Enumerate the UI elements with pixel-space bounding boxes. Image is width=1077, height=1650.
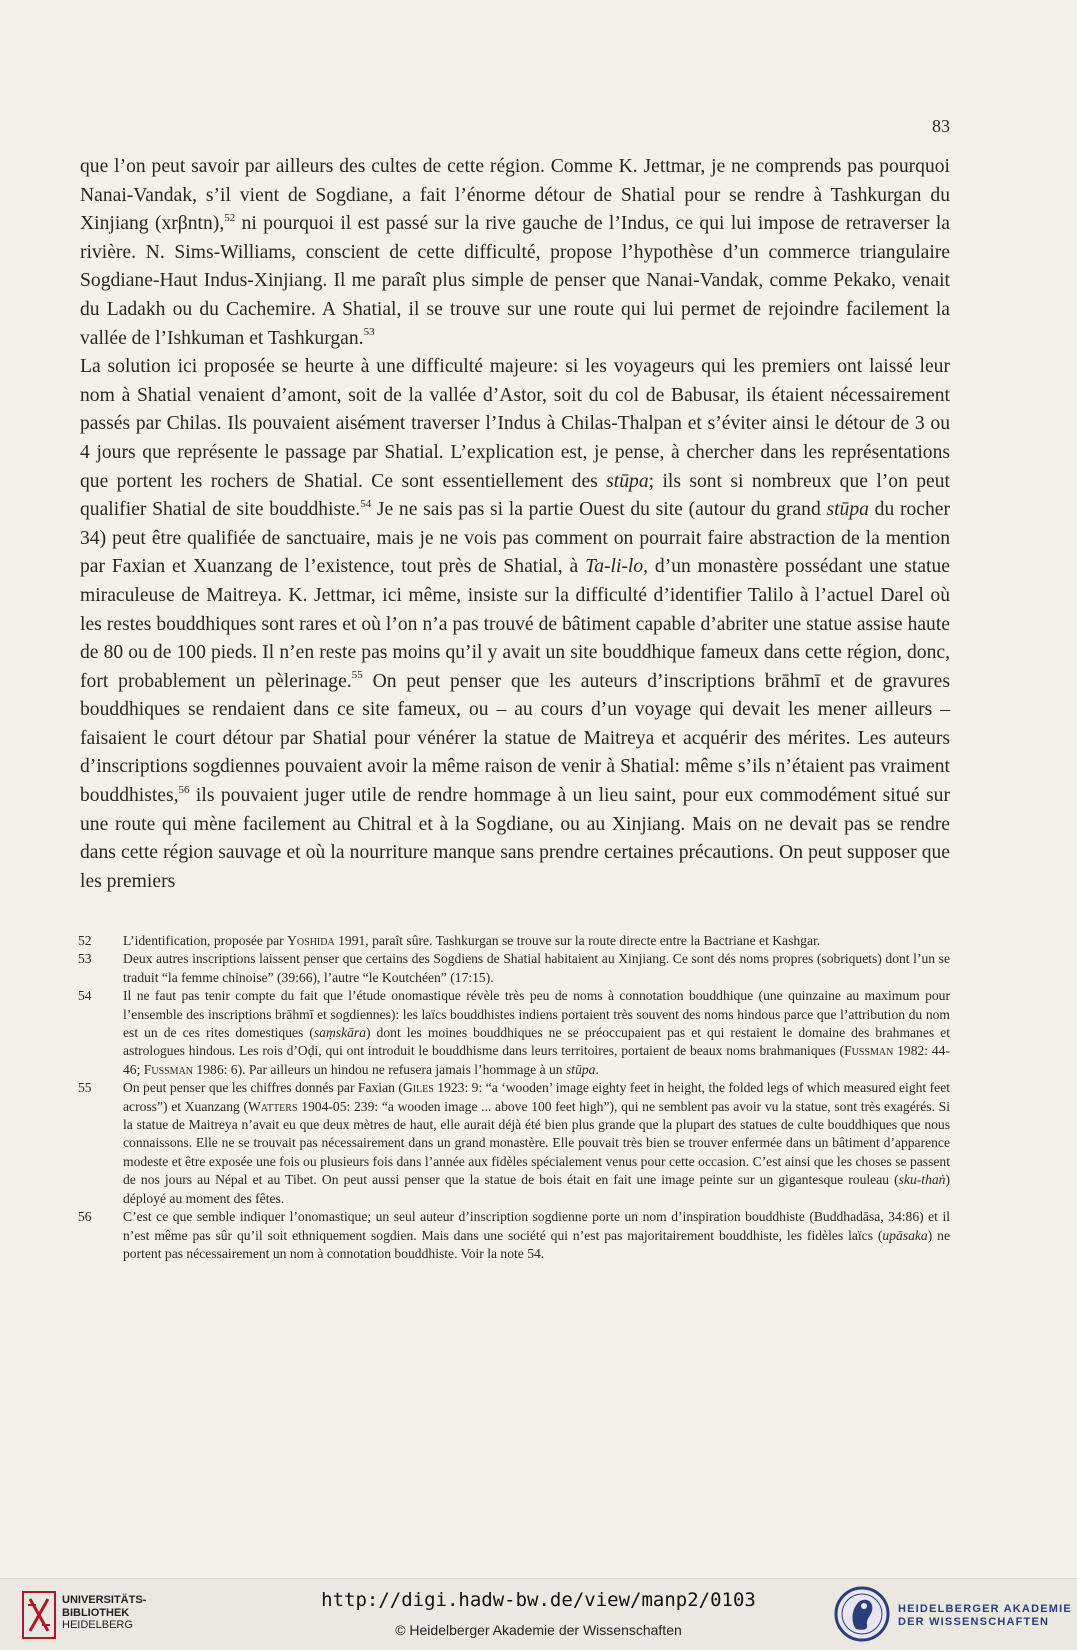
footnote-ref-52[interactable]: 52	[224, 211, 236, 224]
footnote-ref-55[interactable]: 55	[351, 669, 363, 682]
library-name[interactable]: UNIVERSITÄTS- BIBLIOTHEK HEIDELBERG	[62, 1594, 147, 1631]
academy-name[interactable]: HEIDELBERGER AKADEMIE DER WISSENSCHAFTEN	[898, 1603, 1072, 1628]
footnote-53	[78, 950, 950, 987]
footnote-ref-54[interactable]: 54	[360, 497, 372, 510]
hadw-seal-icon[interactable]	[834, 1585, 890, 1643]
permalink-url[interactable]: http://digi.hadw-bw.de/view/manp2/0103	[321, 1589, 756, 1611]
viewer-footer	[0, 1578, 1077, 1650]
footnote-ref-56[interactable]: 56	[178, 783, 190, 796]
paragraph-2: La solution ici proposée se heurte à une difficulté majeure: si les voyageurs qui les premiers ont laissé leur nom à Shatial venaient d’amont, soit de la vallée d’Astor, soit du col de Babusar, ils étaient nécessairement passés par Chilas. Ils pouvaient aisément traverser l’Indus à Chilas-Thalpan et s’éviter ainsi le détour de 3 ou 4 jours que représente le passage par Shatial. L’explication est, je pense, à chercher dans les représentations que portent les rochers de Shatial. Ce sont essentiellement des stūpa; ils sont si nombreux que l’on peut qualifier Shatial de site bouddhiste.$^{54}$ Je ne sais pas si la partie Ouest du site (autour du grand stūpa du rocher 34) peut être qualifiée de sanctuaire, mais je ne vois pas comment on pourrait faire abstraction de la mention par Faxian et Xuanzang de l’existence, tout près de Shatial, à Ta-li-lo, d’un monastère possédant une statue miraculeuse de Maitreya. K. Jettmar, ici même, insiste sur la difficulté d’identifier Talilo à l’actuel Darel où les restes bouddhiques sont rares et où l’on n’a pas trouvé de bâtiment capable d’abriter une statue assise haute de 80 ou de 100 pieds. Il n’en reste pas moins qu’il y avait un site bouddhique fameux dans cette région, donc, fort probablement un pèlerinage.$^{55}$ On peut penser que les auteurs d’inscriptions brāhmī et de gravures bouddhiques se rendaient dans ce site fameux, ou – au cours d’un voyage qui devait les mener ailleurs – faisaient le court détour par Shatial pour vénérer la statue de Maitreya et acquérir des mérites. Les auteurs d’inscriptions sogdiennes pouvaient avoir la même raison de venir à Shatial: même s’ils n’étaient pas vraiment bouddhistes,$^{56}$ ils pouvaient juger utile de rendre hommage à un lieu saint, pour eux commodément situé sur une route qui mène facilement au Chitral et à la Sogdiane, ou au Xinjiang. Mais on ne devait pas se rendre dans cette région sauvage et où la nourriture manque sans prendre certaines précautions. On peut supposer que les premiers	[80, 356, 951, 892]
page-number: 83	[932, 116, 950, 136]
copyright-notice: © Heidelberger Akademie der Wissenschaften	[395, 1622, 682, 1638]
footnote-52	[78, 932, 950, 950]
footnote-text: C’est ce que semble indiquer l’onomastique; un seul auteur d’inscription sogdienne porte un nom d’inspiration bouddhiste (Buddhadāsa, 34:86) et il n’est même pas sûr qu’il soit ethniquement sogdien. Mais dans une société qui n’est pas majoritairement bouddhiste, les fidèles laïcs (upāsaka) ne portent pas nécessairement un nom à connotation bouddhiste. Voir la note 54.	[123, 1209, 950, 1261]
footnote-number: 55	[78, 1080, 92, 1096]
footnote-number: 53	[78, 951, 92, 967]
footnote-number: 52	[78, 933, 92, 948]
footnote-number: 54	[78, 988, 92, 1004]
body-text	[80, 153, 950, 896]
footnote-text: On peut penser que les chiffres donnés par Faxian (Giles 1923: 9: “a ‘wooden’ image eighty feet in height, the folded legs of which measured eight feet across”) et Xuanzang (Watters 1904-05: 239: “a wooden image ... above 100 feet high”), qui ne semblent pas avoir vu la statue, sont très exagérés. Si la statue de Maitreya n’avait eu que deux mètres de haut, elle aurait déjà été bien plus grande que la plupart des statues de culte bouddhiques que nous connaissons. Elle ne se trouvait pas nécessairement dans un grand monastère. Elle pouvait très bien se trouver enfermée dans un bâtiment d’apparence modeste et être exposée une fois ou plusieurs fois dans l’année aux fidèles spécialement venus pour cette occasion. C’est ainsi que les choses se passent de nos jours au Népal et au Tibet. On peut aussi penser que la statue de bois était en fait une image peinte sur un gigantesque rouleau (sku-thaṅ) déployé au moment des fêtes.	[123, 1080, 951, 1206]
footnote-text: L’identification, proposée par Yoshida 1991, paraît sûre. Tashkurgan se trouve sur la route directe entre la Bactriane et Kashgar.	[123, 933, 821, 948]
paragraph-1: que l’on peut savoir par ailleurs des cultes de cette région. Comme K. Jettmar, je ne comprends pas pourquoi Nanai-Vandak, s’il vient de Sogdiane, a fait l’énorme détour de Shatial pour se rendre à Tashkurgan du Xinjiang (xrβntn),$^{52}$ ni pourquoi il est passé sur la rive gauche de l’Indus, ce qui lui impose de retraverser la rivière. N. Sims-Williams, conscient de cette difficulté, propose l’hypothèse d’un commerce triangulaire Sogdiane-Haut Indus-Xinjiang. Il me paraît plus simple de penser que Nanai-Vandak, comme Pekako, venait du Ladakh ou du Cachemire. A Shatial, il se trouve sur une route qui lui permet de rejoindre facilement la vallée de l’Ishkuman et Tashkurgan.$^{53}$	[80, 156, 950, 349]
footnotes	[78, 932, 950, 1263]
footnote-54	[78, 987, 950, 1079]
footnote-text: Il ne faut pas tenir compte du fait que l’étude onomastique révèle très peu de noms à connotation bouddhique (une quinzaine au maximum pour l’ensemble des inscriptions brāhmī et sogdiennes): les laïcs bouddhistes indiens portaient très souvent des noms hindous parce que l’attribution du nom est un de ces rites domestiques (saṃskāra) dont les moines bouddhiques ne se préoccupaient pas et qui restaient le domaine des brahmanes et astrologues hindous. Les rois d’Oḍi, qui ont introduit le bouddhisme dans leurs territoires, portaient de beaux noms brahmaniques (Fussman 1982: 44-46; Fussman 1986: 6). Par ailleurs un hindou ne refusera jamais l’hommage à un stūpa.	[123, 988, 951, 1077]
footnote-ref-53[interactable]: 53	[363, 326, 375, 339]
footnote-55	[78, 1079, 950, 1208]
footnote-number: 56	[78, 1209, 92, 1225]
footnote-56	[78, 1208, 950, 1263]
footnote-text: Deux autres inscriptions laissent penser que certains des Sogdiens de Shatial habitaient au Xinjiang. Ce sont dés noms propres (sobriquets) dont l’un se traduit “la femme chinoise” (39:66), l’autre “le Koutchéen” (17:15).	[123, 951, 950, 985]
